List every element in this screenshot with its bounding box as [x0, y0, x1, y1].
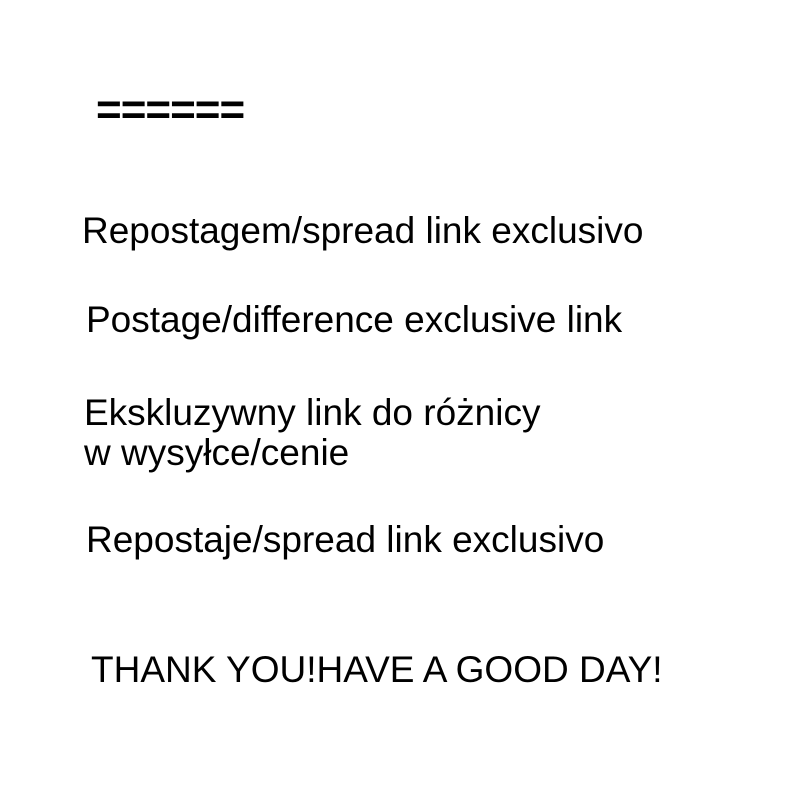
text-line-polish-shipping-price: w wysyłce/cenie: [84, 432, 350, 473]
text-line-english-postage: Postage/difference exclusive link: [86, 299, 623, 340]
divider-text: ======: [96, 85, 245, 134]
text-line-portuguese-repostagem: Repostagem/spread link exclusivo: [82, 210, 644, 251]
text-line-polish-exclusive-link: Ekskluzywny link do różnicy: [84, 392, 541, 433]
text-line-thank-you: THANK YOU!HAVE A GOOD DAY!: [91, 649, 663, 690]
text-line-spanish-repostaje: Repostaje/spread link exclusivo: [86, 519, 605, 560]
